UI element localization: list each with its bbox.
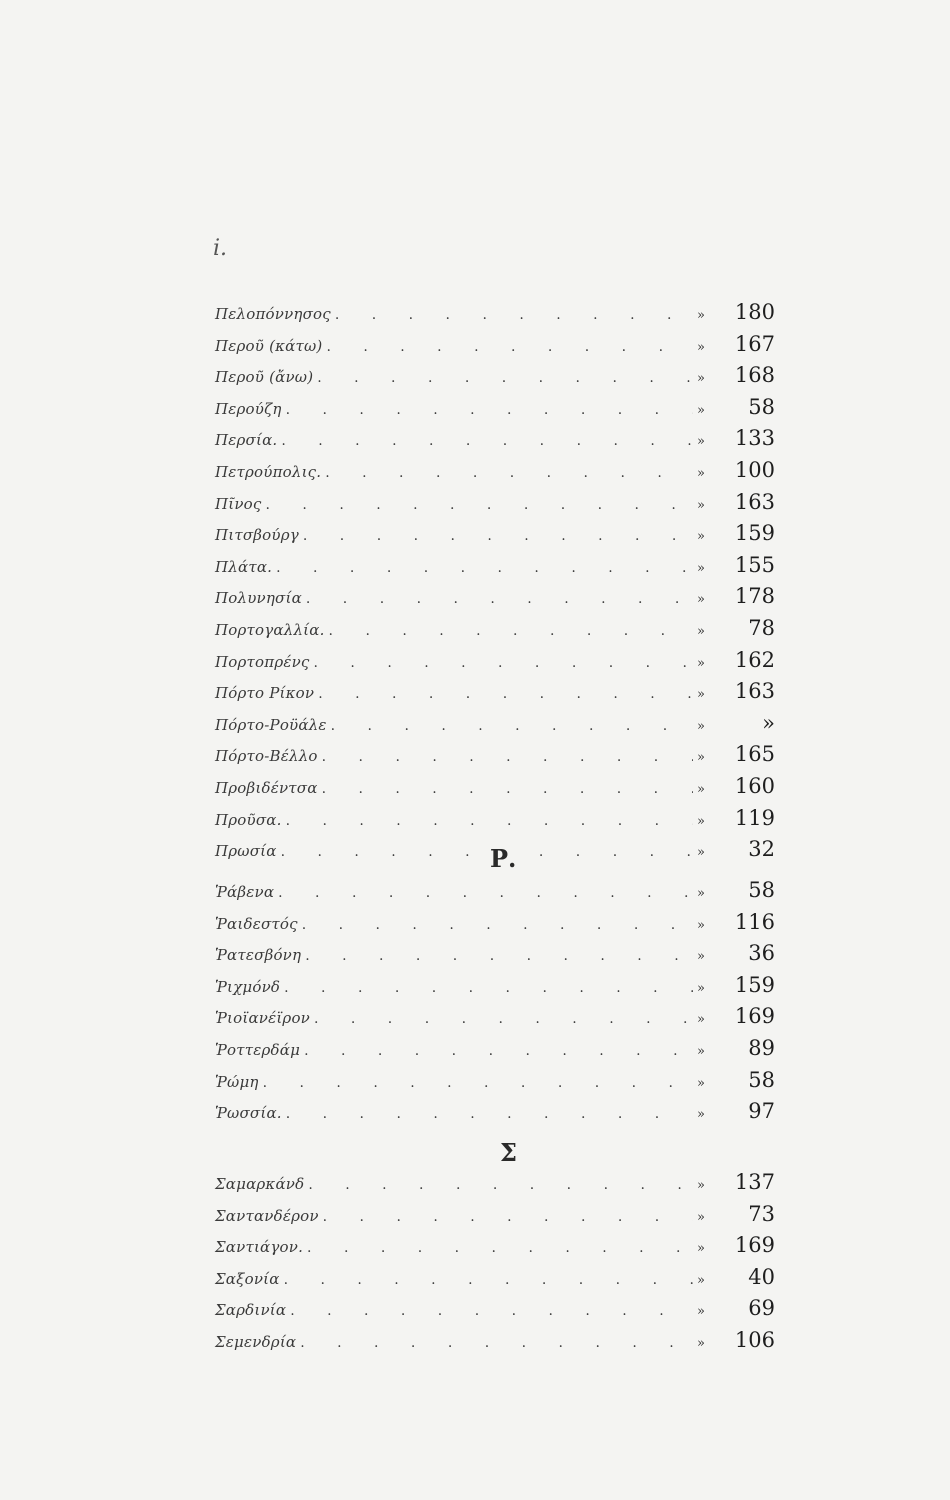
place-name: Πόρτο-Βέλλο bbox=[215, 747, 318, 766]
corner-mark: i. bbox=[213, 236, 228, 261]
index-entry bbox=[215, 584, 775, 616]
index-entry bbox=[215, 395, 775, 427]
index-entry bbox=[215, 1004, 775, 1036]
index-entry bbox=[215, 742, 775, 774]
ditto-mark: » bbox=[697, 750, 705, 766]
index-entry bbox=[215, 1068, 775, 1100]
page-number: 178 bbox=[734, 584, 775, 609]
dot-leader bbox=[306, 591, 693, 607]
page-number: 180 bbox=[734, 300, 775, 324]
ditto-mark: » bbox=[697, 1178, 705, 1193]
ditto-mark: » bbox=[697, 949, 705, 965]
page-number: 133 bbox=[734, 426, 775, 451]
dot-leader bbox=[329, 623, 693, 639]
ditto-mark: » bbox=[697, 308, 705, 323]
page-number: 159 bbox=[734, 521, 775, 546]
dot-leader bbox=[314, 655, 693, 671]
ditto-mark: » bbox=[697, 1075, 705, 1091]
page-number: 119 bbox=[734, 805, 775, 830]
index-entry bbox=[215, 1328, 775, 1360]
index-entry bbox=[215, 458, 775, 490]
place-name: Σαντιάγον. bbox=[215, 1238, 304, 1257]
index-entry bbox=[215, 300, 775, 332]
dot-leader bbox=[276, 560, 693, 576]
index-entry bbox=[215, 806, 775, 838]
dot-leader bbox=[331, 718, 693, 734]
index-entry bbox=[215, 1099, 775, 1131]
place-name: Ῥιοϊανέϊρον bbox=[215, 1009, 310, 1028]
place-name: Πλάτα. bbox=[215, 557, 273, 576]
page-number: 163 bbox=[734, 489, 775, 514]
page-number: 97 bbox=[748, 1099, 775, 1124]
ditto-mark: » bbox=[697, 886, 705, 901]
page-number: 168 bbox=[734, 363, 775, 388]
place-name: Ῥατεσβόνη bbox=[215, 946, 302, 965]
ditto-mark: » bbox=[697, 1335, 705, 1351]
ditto-mark: » bbox=[697, 339, 705, 355]
place-name: Πῖνος bbox=[215, 494, 262, 513]
dot-leader bbox=[263, 1075, 693, 1091]
dot-leader bbox=[286, 1106, 693, 1122]
ditto-mark: » bbox=[697, 687, 705, 703]
letter-heading-sigma: Σ bbox=[500, 1138, 517, 1167]
page-number: 116 bbox=[734, 909, 775, 934]
place-name: Ῥαιδεστός bbox=[215, 914, 298, 933]
page-number: 169 bbox=[734, 1004, 775, 1029]
dot-leader bbox=[326, 339, 693, 355]
place-name: Πορτοπρένς bbox=[215, 652, 310, 671]
dot-leader bbox=[290, 1303, 693, 1319]
index-section-pi bbox=[215, 300, 775, 869]
ditto-mark: » bbox=[697, 781, 705, 797]
ditto-mark: » bbox=[697, 529, 705, 545]
dot-leader bbox=[284, 980, 693, 996]
page-number: 167 bbox=[734, 331, 775, 356]
dot-leader bbox=[284, 1272, 693, 1288]
page-number: 162 bbox=[734, 647, 775, 672]
page-number: 106 bbox=[734, 1327, 775, 1352]
dot-leader bbox=[300, 1335, 693, 1351]
page-number: 73 bbox=[748, 1201, 775, 1226]
dot-leader bbox=[318, 686, 693, 702]
page-number: 159 bbox=[734, 972, 775, 997]
ditto-mark: » bbox=[697, 1241, 705, 1257]
index-entry bbox=[215, 878, 775, 910]
dot-leader bbox=[278, 885, 693, 901]
dot-leader bbox=[305, 948, 693, 964]
index-entry bbox=[215, 1202, 775, 1234]
index-entry bbox=[215, 679, 775, 711]
ditto-mark: » bbox=[697, 917, 705, 933]
place-name: Προβιδέντσα bbox=[215, 778, 318, 797]
page-number: 169 bbox=[734, 1233, 775, 1258]
dot-leader bbox=[286, 402, 693, 418]
place-name: Σαξονία bbox=[215, 1269, 280, 1288]
index-section-sigma bbox=[215, 1170, 775, 1360]
ditto-mark: » bbox=[697, 434, 705, 450]
dot-leader bbox=[266, 497, 693, 513]
place-name: Περούζη bbox=[215, 399, 282, 418]
ditto-mark: » bbox=[697, 980, 705, 996]
dot-leader bbox=[281, 433, 693, 449]
place-name: Περσία. bbox=[215, 431, 278, 450]
index-entry bbox=[215, 332, 775, 364]
index-section-rho bbox=[215, 878, 775, 1131]
page-number: 155 bbox=[734, 552, 775, 577]
dot-leader bbox=[286, 813, 693, 829]
place-name: Ῥοττερδάμ bbox=[215, 1040, 301, 1059]
index-entry bbox=[215, 1036, 775, 1068]
place-name: Πετρούπολις. bbox=[215, 462, 322, 481]
ditto-mark: » bbox=[697, 371, 705, 387]
index-entry bbox=[215, 973, 775, 1005]
letter-heading-rho: Ρ. bbox=[490, 844, 517, 873]
ditto-mark: » bbox=[697, 1043, 705, 1059]
page-number: 165 bbox=[734, 742, 775, 767]
ditto-mark: » bbox=[697, 623, 705, 639]
ditto-mark: » bbox=[697, 1209, 705, 1225]
index-entry bbox=[215, 1233, 775, 1265]
index-entry bbox=[215, 426, 775, 458]
ditto-mark: » bbox=[697, 1304, 705, 1320]
index-entry bbox=[215, 1265, 775, 1297]
page-number: 58 bbox=[748, 878, 775, 902]
place-name: Πελοπόννησος bbox=[215, 305, 331, 323]
place-name: Ῥάβενα bbox=[215, 883, 275, 901]
index-entry bbox=[215, 553, 775, 585]
place-name: Περοῦ (ἄνω) bbox=[215, 368, 314, 387]
dot-leader bbox=[323, 1209, 693, 1225]
dot-leader bbox=[322, 781, 693, 797]
place-name: Σαμαρκάνδ bbox=[215, 1175, 305, 1193]
dot-leader bbox=[335, 307, 693, 323]
dot-leader bbox=[314, 1011, 693, 1027]
ditto-mark: » bbox=[697, 1012, 705, 1028]
place-name: Σαντανδέρον bbox=[215, 1206, 319, 1225]
index-entry bbox=[215, 490, 775, 522]
ditto-mark: » bbox=[697, 718, 705, 734]
dot-leader bbox=[304, 1043, 693, 1059]
page-number: 69 bbox=[748, 1296, 775, 1321]
place-name: Περοῦ (κάτω) bbox=[215, 336, 323, 355]
dot-leader bbox=[308, 1177, 693, 1193]
ditto-mark: » bbox=[697, 1107, 705, 1123]
index-entry bbox=[215, 1296, 775, 1328]
place-name: Πιτσβούργ bbox=[215, 526, 299, 545]
ditto-mark: » bbox=[697, 592, 705, 608]
page-number: 137 bbox=[734, 1170, 775, 1194]
index-entry bbox=[215, 910, 775, 942]
ditto-mark: » bbox=[697, 402, 705, 418]
dot-leader bbox=[281, 844, 693, 860]
index-entry bbox=[215, 616, 775, 648]
page-number: 160 bbox=[734, 773, 775, 798]
place-name: Πορτογαλλία. bbox=[215, 620, 325, 639]
page-number: 58 bbox=[748, 1067, 775, 1092]
place-name: Πόρτο Ρίκον bbox=[215, 684, 315, 703]
dot-leader bbox=[322, 749, 693, 765]
ditto-mark: » bbox=[697, 813, 705, 829]
dot-leader bbox=[325, 465, 693, 481]
index-entry bbox=[215, 648, 775, 680]
page-number: 40 bbox=[748, 1264, 775, 1289]
index-entry bbox=[215, 774, 775, 806]
place-name: Πρωσία bbox=[215, 842, 277, 861]
ditto-mark: » bbox=[697, 497, 705, 513]
dot-leader bbox=[302, 917, 693, 933]
ditto-mark: » bbox=[697, 560, 705, 576]
page-number: 58 bbox=[748, 394, 775, 419]
place-name: Πολυνησία bbox=[215, 589, 302, 608]
dot-leader bbox=[317, 370, 693, 386]
page-number: 32 bbox=[748, 837, 775, 862]
dot-leader bbox=[307, 1240, 693, 1256]
place-name: Σαρδινία bbox=[215, 1301, 287, 1320]
page-number: » bbox=[762, 710, 775, 735]
place-name: Ῥώμη bbox=[215, 1072, 259, 1091]
page-number: 163 bbox=[734, 679, 775, 704]
ditto-mark: » bbox=[697, 655, 705, 671]
index-entry bbox=[215, 1170, 775, 1202]
place-name: Ῥιχμόνδ bbox=[215, 977, 281, 996]
page-number: 89 bbox=[748, 1035, 775, 1060]
page-number: 100 bbox=[734, 457, 775, 482]
index-entry bbox=[215, 363, 775, 395]
place-name: Πόρτο-Ροϋάλε bbox=[215, 715, 327, 734]
ditto-mark: » bbox=[697, 1272, 705, 1288]
place-name: Σεμενδρία bbox=[215, 1332, 297, 1351]
index-entry bbox=[215, 711, 775, 743]
dot-leader bbox=[303, 528, 693, 544]
index-entry bbox=[215, 941, 775, 973]
index-entry bbox=[215, 521, 775, 553]
place-name: Ῥωσσία. bbox=[215, 1104, 282, 1123]
page-number: 36 bbox=[748, 941, 775, 966]
ditto-mark: » bbox=[697, 465, 705, 481]
place-name: Προῦσα. bbox=[215, 810, 282, 829]
page-number: 78 bbox=[748, 615, 775, 640]
ditto-mark: » bbox=[697, 845, 705, 861]
